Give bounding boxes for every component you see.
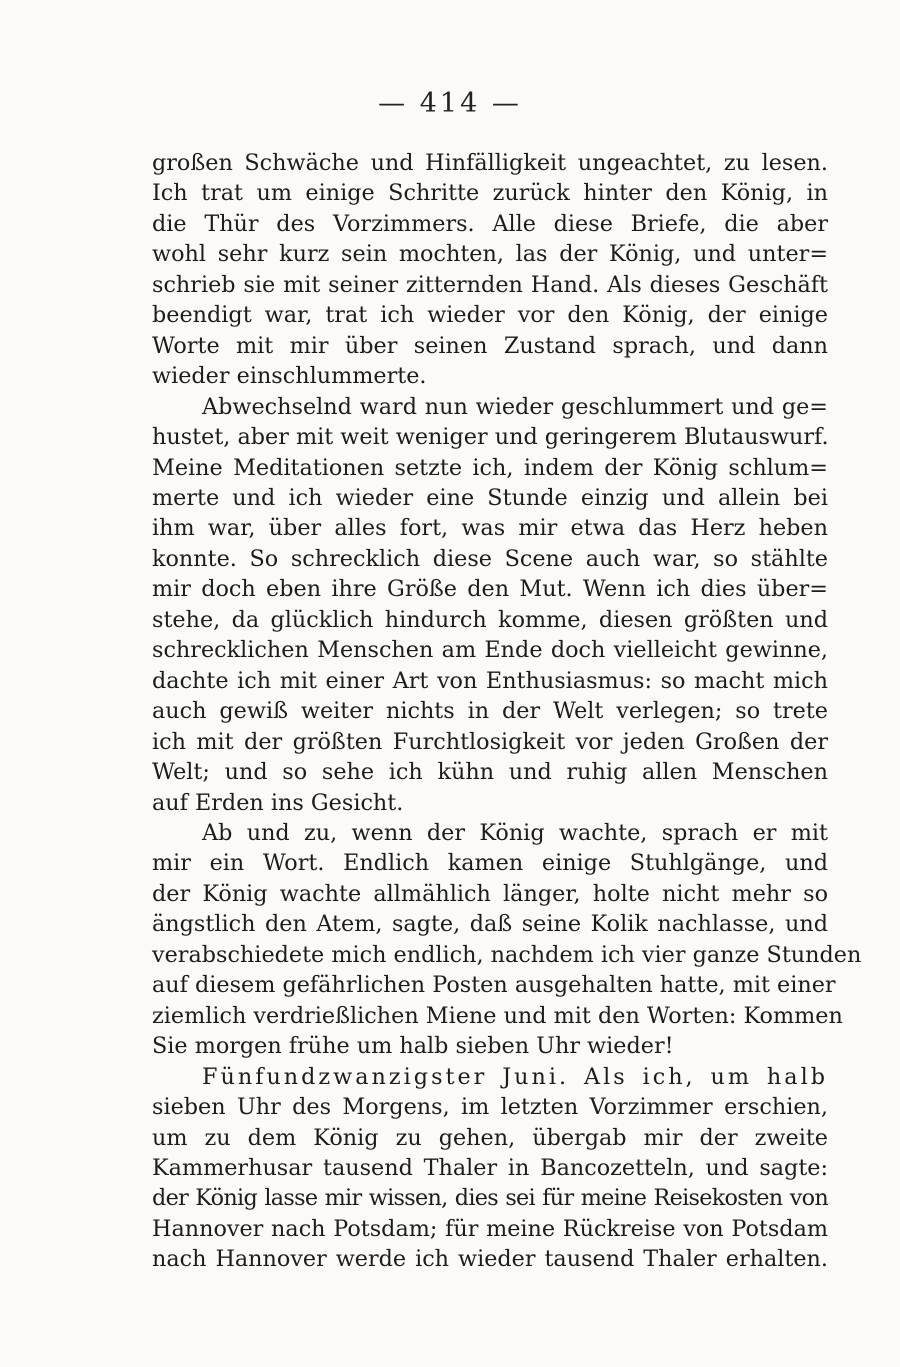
text-line: schrecklichen Menschen am Ende doch vielleicht gewinne, xyxy=(152,637,828,664)
text-line: auch gewiß weiter nichts in der Welt verlegen; so trete xyxy=(152,698,828,725)
text-line: ihm war, über alles fort, was mir etwa das Herz heben xyxy=(152,515,828,542)
text-line: Ab und zu, wenn der König wachte, sprach er mit xyxy=(202,819,828,846)
text-line: auf diesem gefährlichen Posten ausgehalten hatte, mit einer xyxy=(152,972,836,999)
text-line: der König wachte allmählich länger, holte nicht mehr so xyxy=(152,880,828,907)
text-line: Welt; und so sehe ich kühn und ruhig allen Menschen xyxy=(152,759,828,786)
text-line: großen Schwäche und Hinfälligkeit ungeachtet, zu lesen. xyxy=(152,150,828,176)
text-line: mir ein Wort. Endlich kamen einige Stuhlgänge, und xyxy=(152,850,828,877)
text-line: schrieb sie mit seiner zitternden Hand. Als dieses Geschäft xyxy=(152,271,828,298)
text-line: die Thür des Vorzimmers. Alle diese Briefe, die aber xyxy=(152,210,828,237)
text-line: nach Hannover werde ich wieder tausend Thaler erhalten. xyxy=(152,1246,828,1273)
text-line: Abwechselnd ward nun wieder geschlummert und ge= xyxy=(202,393,828,420)
text-line: stehe, da glücklich hindurch komme, diesen größten und xyxy=(152,606,828,633)
text-line: ziemlich verdrießlichen Miene und mit den Worten: Kommen xyxy=(152,1002,843,1029)
text-line: ängstlich den Atem, sagte, daß seine Kolik nachlasse, und xyxy=(152,911,828,938)
text-line: verabschiedete mich endlich, nachdem ich vier ganze Stunden xyxy=(152,941,862,968)
body-text xyxy=(152,148,862,1275)
text-line: wohl sehr kurz sein mochten, las der König, und unter= xyxy=(152,241,828,268)
page-number: — 414 — xyxy=(378,88,522,119)
text-line: ich mit der größten Furchtlosigkeit vor jeden Großen der xyxy=(152,728,828,755)
text-line: merte und ich wieder eine Stunde einzig und allein bei xyxy=(152,484,828,511)
text-line: Sie morgen frühe um halb sieben Uhr wieder! xyxy=(152,1033,674,1060)
text-line: Fünfundzwanzigster Juni. Als ich, um halb xyxy=(202,1063,828,1090)
text-line: Meine Meditationen setzte ich, indem der König schlum= xyxy=(152,454,828,481)
text-line: dachte ich mit einer Art von Enthusiasmus: so macht mich xyxy=(152,667,828,694)
text-line: Hannover nach Potsdam; für meine Rückreise von Potsdam xyxy=(152,1215,828,1242)
text-line: Worte mit mir über seinen Zustand sprach, und dann xyxy=(152,332,828,359)
text-line: der König lasse mir wissen, dies sei für meine Reisekosten von xyxy=(152,1185,828,1212)
text-line: sieben Uhr des Morgens, im letzten Vorzimmer erschien, xyxy=(152,1094,828,1121)
text-line: auf Erden ins Gesicht. xyxy=(152,789,404,816)
text-line: um zu dem König zu gehen, übergab mir der zweite xyxy=(152,1124,828,1151)
text-line: Ich trat um einige Schritte zurück hinter den König, in xyxy=(152,180,828,207)
text-line: Kammerhusar tausend Thaler in Bancozetteln, und sagte: xyxy=(152,1154,828,1181)
text-line: mir doch eben ihre Größe den Mut. Wenn ich dies über= xyxy=(152,576,828,603)
text-line: hustet, aber mit weit weniger und geringerem Blutauswurf. xyxy=(152,424,829,451)
text-line: konnte. So schrecklich diese Scene auch war, so stählte xyxy=(152,545,828,572)
text-line: beendigt war, trat ich wieder vor den König, der einige xyxy=(152,302,828,329)
text-line: wieder einschlummerte. xyxy=(152,363,427,390)
